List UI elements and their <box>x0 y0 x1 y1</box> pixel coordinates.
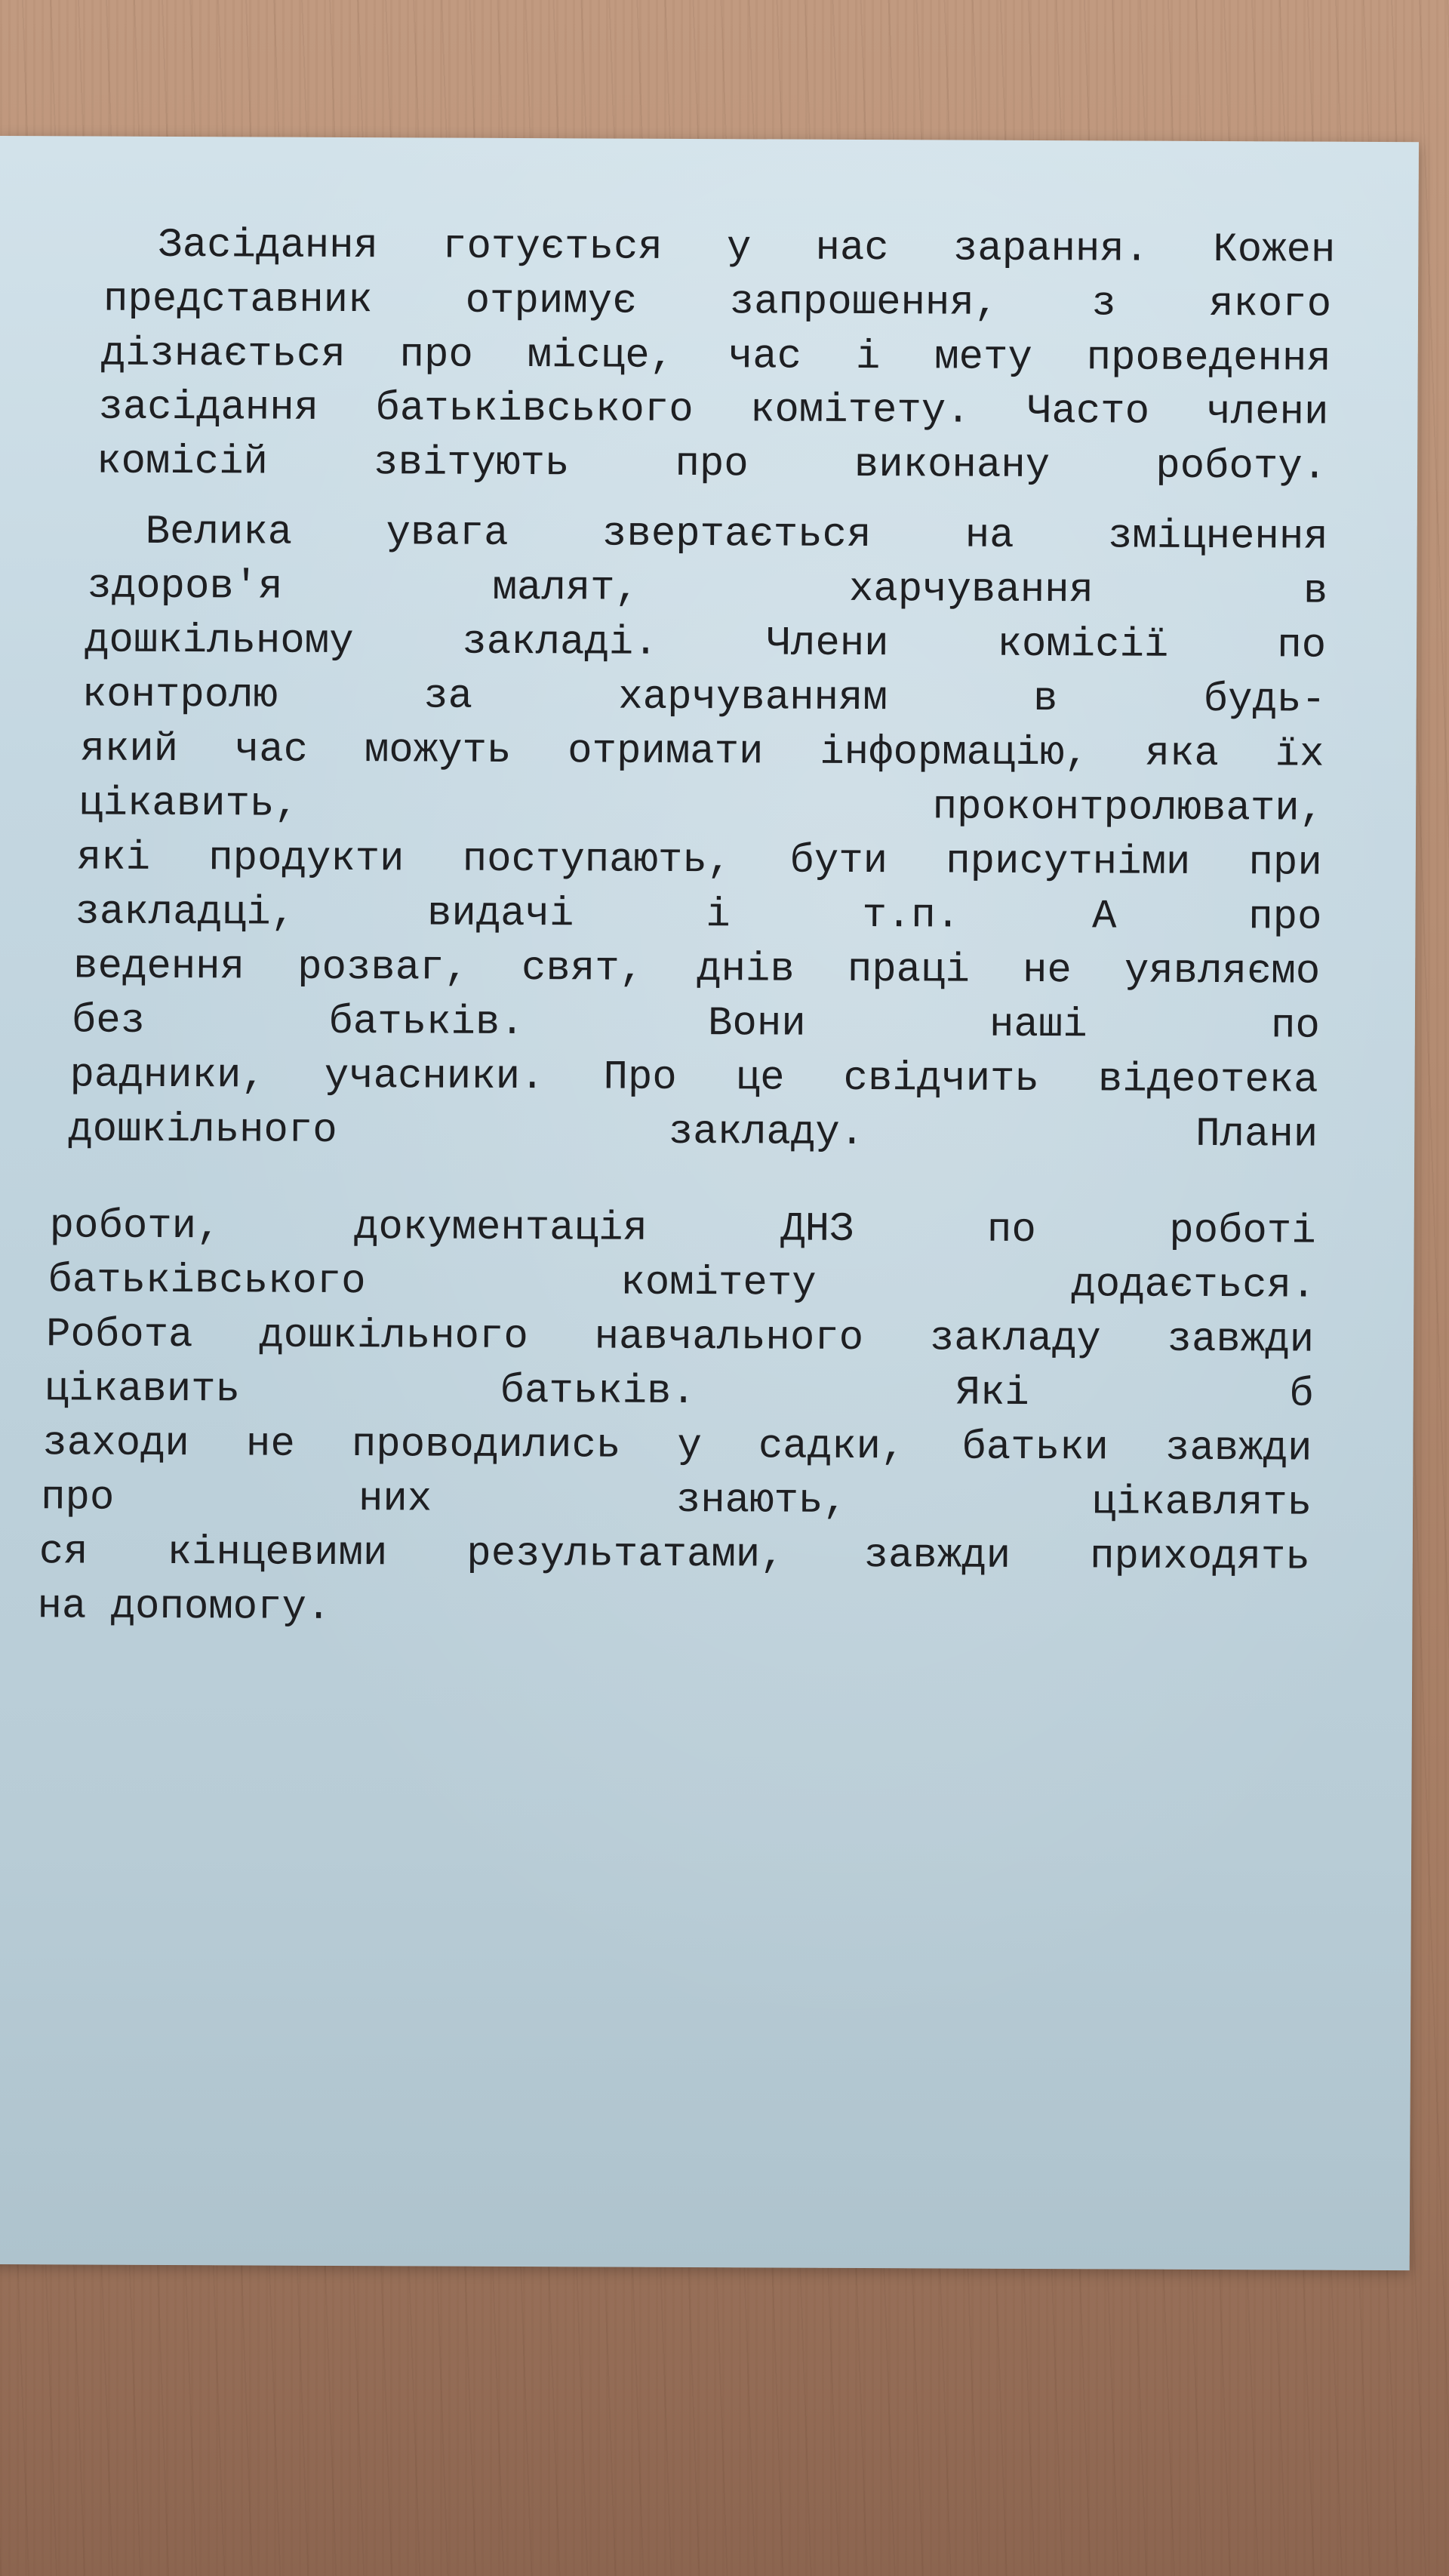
text-line: заходи не проводились у садки, батьки завжди <box>42 1420 1312 1473</box>
text-line: здоров'я малят, харчування в <box>87 563 1328 615</box>
paper-sheet <box>0 136 1419 2270</box>
text-line: Робота дошкільного навчального закладу завжди <box>45 1312 1315 1364</box>
text-line: дошкільному закладі. Члени комісії по <box>84 617 1327 669</box>
text-line: які продукти поступають, бути присутніми при <box>76 835 1322 887</box>
text-line: батьківського комітету додається. <box>48 1257 1316 1310</box>
text-line: контролю за харчуванням в будь- <box>82 672 1326 724</box>
text-line: радники, учасники. Про це свідчить відеотека <box>69 1052 1318 1104</box>
text-line: ся кінцевими результатами, завжди приходять <box>38 1529 1310 1581</box>
text-line: без батьків. Вони наші по <box>71 998 1321 1050</box>
text-line: дізнається про місце, час і мету проведення <box>100 331 1331 383</box>
text-line: який час можуть отримати інформацію, яка їх <box>80 726 1324 778</box>
text-line: комісій звітують про виконану роботу. <box>96 439 1327 491</box>
text-line: цікавить, проконтролювати, <box>78 780 1324 833</box>
text-line: ведення розваг, свят, днів праці не уявляємо <box>73 943 1321 996</box>
text-line: Велика увага звертається на зміцнення <box>145 509 1328 561</box>
text-line: роботи, документація ДНЗ по роботі <box>49 1203 1316 1255</box>
text-line: про них знають, цікавлять <box>40 1475 1312 1527</box>
text-line: на допомогу. <box>37 1583 331 1631</box>
text-line: закладці, видачі і т.п. А про <box>75 889 1322 941</box>
text-line: представник отримує запрошення, з якого <box>103 276 1332 328</box>
text-line: цікавить батьків. Які б <box>44 1366 1314 1418</box>
text-line: дошкільного закладу. Плани <box>68 1106 1318 1159</box>
text-line: засідання батьківського комітету. Часто члени <box>98 384 1329 436</box>
text-line: Засідання готується у нас зарання. Кожен <box>158 222 1336 274</box>
